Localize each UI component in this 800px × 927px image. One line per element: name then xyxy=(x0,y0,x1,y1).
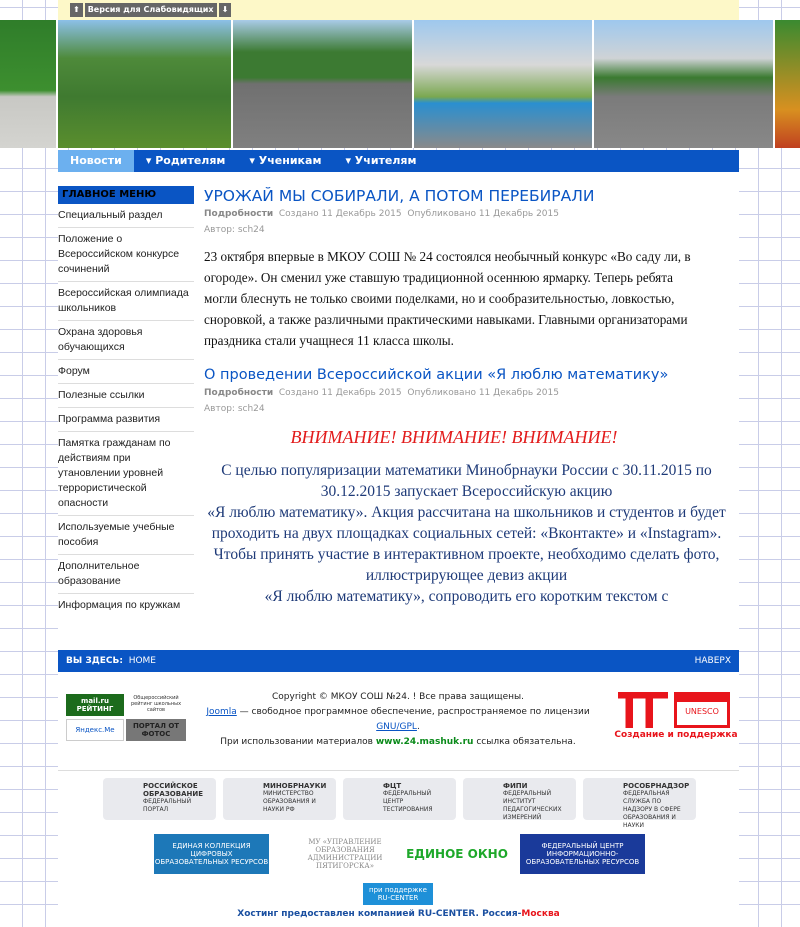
footer xyxy=(58,672,739,927)
article-text: С целью популяризации математики Минобрнауки России с 30.11.2015 по 30.12.2015 запускает Всероссийскую акцию xyxy=(221,462,712,500)
author: Автор: sch24 xyxy=(204,225,265,235)
low-vision-version-button[interactable]: Версия для Слабовидящих xyxy=(85,3,217,17)
article-text: «Я люблю математику». Акция рассчитана на школьников и студентов и будет проходить на двух площадках социальных сетей: «Вконтакте» и «Instagram». xyxy=(207,504,726,542)
accessibility-bar xyxy=(58,0,739,20)
photo-garden xyxy=(58,20,233,148)
article-meta xyxy=(204,206,584,238)
photo-gate xyxy=(414,20,594,148)
hosting-city: Москва xyxy=(521,909,560,919)
org-sub: ФЕДЕРАЛЬНЫЙ ЦЕНТР ТЕСТИРОВАНИЯ xyxy=(383,790,433,813)
sidebar-title: ГЛАВНОЕ МЕНЮ xyxy=(58,186,194,204)
sidebar-item[interactable]: Специальный раздел xyxy=(58,204,194,228)
sidebar-item[interactable]: Всероссийская олимпиада школьников xyxy=(58,282,194,321)
sidebar-item[interactable]: Используемые учебные пособия xyxy=(58,516,194,555)
photo-school xyxy=(594,20,775,148)
org-name: РОСОБРНАДЗОР xyxy=(623,782,690,790)
sidebar-item[interactable]: Программа развития xyxy=(58,408,194,432)
org-link[interactable] xyxy=(223,778,336,820)
digital-resources-banner[interactable]: ЕДИНАЯ КОЛЛЕКЦИЯ ЦИФРОВЫХ ОБРАЗОВАТЕЛЬНЫХ РЕСУРСОВ xyxy=(154,834,269,874)
details-label: Подробности xyxy=(204,388,274,398)
sidebar-item[interactable]: Охрана здоровья обучающихся xyxy=(58,321,194,360)
author: Автор: sch24 xyxy=(204,404,265,414)
nav-parents[interactable]: ▾ Родителям xyxy=(145,154,226,167)
license-link[interactable]: GNU/GPL xyxy=(376,722,417,732)
school-rating-logo[interactable]: Общероссийский рейтинг школьных сайтов xyxy=(130,695,182,713)
details-label: Подробности xyxy=(204,209,274,219)
photo-flowers xyxy=(775,20,800,148)
usage-text: При использовании материалов xyxy=(220,737,373,747)
article-meta xyxy=(204,385,584,417)
nav-news[interactable]: Новости xyxy=(58,150,134,172)
org-sub: МИНИСТЕРСТВО ОБРАЗОВАНИЯ И НАУКИ РФ xyxy=(263,790,316,813)
ru-center-logo[interactable]: при поддержке RU-CENTER xyxy=(363,883,433,905)
sidebar-menu xyxy=(58,186,194,617)
copyright-block: Copyright © МКОУ СОШ №24. ! Все права защищены. Joomla — свободное программное обеспечение, распространяемое по лицензии GNU/GPL. При использовании материалов www.24.mashuk.ru ссылка обязательна. xyxy=(198,690,598,750)
unesco-icon: UNESCO xyxy=(674,692,730,728)
org-link[interactable] xyxy=(463,778,576,820)
sidebar-item[interactable]: Положение о Всероссийском конкурсе сочинений xyxy=(58,228,194,282)
breadcrumb xyxy=(58,650,739,672)
org-sub: ФЕДЕРАЛЬНАЯ СЛУЖБА ПО НАДЗОРУ В СФЕРЕ ОБРАЗОВАНИЯ И НАУКИ xyxy=(623,790,681,829)
published: Опубликовано 11 Декабрь 2015 xyxy=(407,209,559,219)
content xyxy=(204,186,729,607)
single-window-banner[interactable]: ЕДИНОЕ ОКНО xyxy=(406,847,508,861)
org-link[interactable] xyxy=(103,778,216,820)
published: Опубликовано 11 Декабрь 2015 xyxy=(407,388,559,398)
copyright: Copyright © МКОУ СОШ №24. ! Все права защищены. xyxy=(272,692,524,702)
warning-heading: ВНИМАНИЕ! ВНИМАНИЕ! ВНИМАНИЕ! xyxy=(290,427,618,447)
nav-teachers[interactable]: ▾ Учителям xyxy=(345,154,417,167)
article-text: 23 октября впервые в МКОУ СОШ № 24 состоялся необычный конкурс «Во саду ли, в огороде». Он сменил уже ставшую традиционной осеннюю ярмарку. Теперь ребята могли блеснуть не только своими поделками, но и сообразительностью, ловкостью, сноровкой, а также различными практическими навыками. Главными организаторами праздника стали учащнеся 11 класса школы. xyxy=(204,249,691,348)
hosting-label: Хостинг предоставлен компанией RU-CENTER. Россия- xyxy=(237,909,522,919)
article-title[interactable]: О проведении Всероссийской акции «Я люблю математику» xyxy=(204,367,669,383)
fcior-banner[interactable]: ФЕДЕРАЛЬНЫЙ ЦЕНТР ИНФОРМАЦИОННО-ОБРАЗОВАТЕЛЬНЫХ РЕСУРСОВ xyxy=(520,834,645,874)
photo-road xyxy=(233,20,414,148)
article-text: «Я люблю математику», сопроводить его коротким текстом с xyxy=(264,588,669,605)
sidebar-item[interactable]: Информация по кружкам xyxy=(58,599,181,611)
breadcrumb-label: ВЫ ЗДЕСЬ: xyxy=(66,656,123,666)
created: Создано 11 Декабрь 2015 xyxy=(278,388,402,398)
back-to-top-link[interactable]: НАВЕРХ xyxy=(694,656,731,666)
article-title[interactable]: УРОЖАЙ МЫ СОБИРАЛИ, А ПОТОМ ПЕРЕБИРАЛИ xyxy=(204,187,595,205)
photo-park xyxy=(0,20,58,148)
mailru-rating-logo[interactable]: mail.ru РЕЙТИНГ xyxy=(66,694,124,716)
sidebar-item[interactable]: Дополнительное образование xyxy=(58,555,194,594)
org-sub: ФЕДЕРАЛЬНЫЙ ПОРТАЛ xyxy=(143,798,192,813)
article-text: Чтобы принять участие в интерактивном проекте, необходимо сделать фото, иллюстрирующее девиз акции xyxy=(213,546,720,584)
yandex-metrika-image[interactable]: Яндекс.Ме xyxy=(66,719,124,741)
joomla-text: — свободное программное обеспечение, распространяемое по лицензии xyxy=(239,707,590,717)
org-name: ФИПИ xyxy=(503,782,528,790)
org-link[interactable] xyxy=(583,778,696,829)
sidebar-item[interactable]: Полезные ссылки xyxy=(58,384,194,408)
joomla-link[interactable]: Joomla xyxy=(206,707,237,717)
site-link[interactable]: www.24.mashuk.ru xyxy=(375,737,474,747)
fotos-portal-logo[interactable]: ПОРТАЛ ОТ ФОТОС xyxy=(126,719,186,741)
sidebar-item[interactable]: Памятка гражданам по действиям при утановлении уровней террористической опасности xyxy=(58,432,194,516)
org-sub: ФЕДЕРАЛЬНЫЙ ИНСТИТУТ ПЕДАГОГИЧЕСКИХ ИЗМЕРЕНИЙ xyxy=(503,790,562,821)
created: Создано 11 Декабрь 2015 xyxy=(278,209,402,219)
support-label: Создание и поддержка xyxy=(614,730,738,740)
org-link[interactable] xyxy=(343,778,456,820)
main-nav xyxy=(58,150,739,172)
org-name: РОССИЙСКОЕ ОБРАЗОВАНИЕ xyxy=(143,782,204,798)
main-area xyxy=(58,172,739,650)
divider xyxy=(58,770,739,771)
nav-students[interactable]: ▾ Ученикам xyxy=(249,154,322,167)
unesco-logo[interactable] xyxy=(614,692,738,744)
org-name: ФЦТ xyxy=(383,782,402,790)
arrow-up-icon[interactable]: ⬆ xyxy=(70,3,83,17)
pyatigorsk-education-banner[interactable]: МУ «УПРАВЛЕНИЕ ОБРАЗОВАНИЯ АДМИНИСТРАЦИИ ПЯТИГОРСКА» xyxy=(307,838,383,870)
breadcrumb-home[interactable]: HOME xyxy=(128,656,156,666)
hosting-text xyxy=(58,909,739,919)
sidebar-item[interactable]: Форум xyxy=(58,360,194,384)
header-banner xyxy=(0,20,800,148)
arrow-down-icon[interactable]: ⬇ xyxy=(219,3,232,17)
tm-mark-icon xyxy=(618,692,668,728)
usage-text-end: ссылка обязательна. xyxy=(476,737,576,747)
org-name: МИНОБРНАУКИ xyxy=(263,782,327,790)
